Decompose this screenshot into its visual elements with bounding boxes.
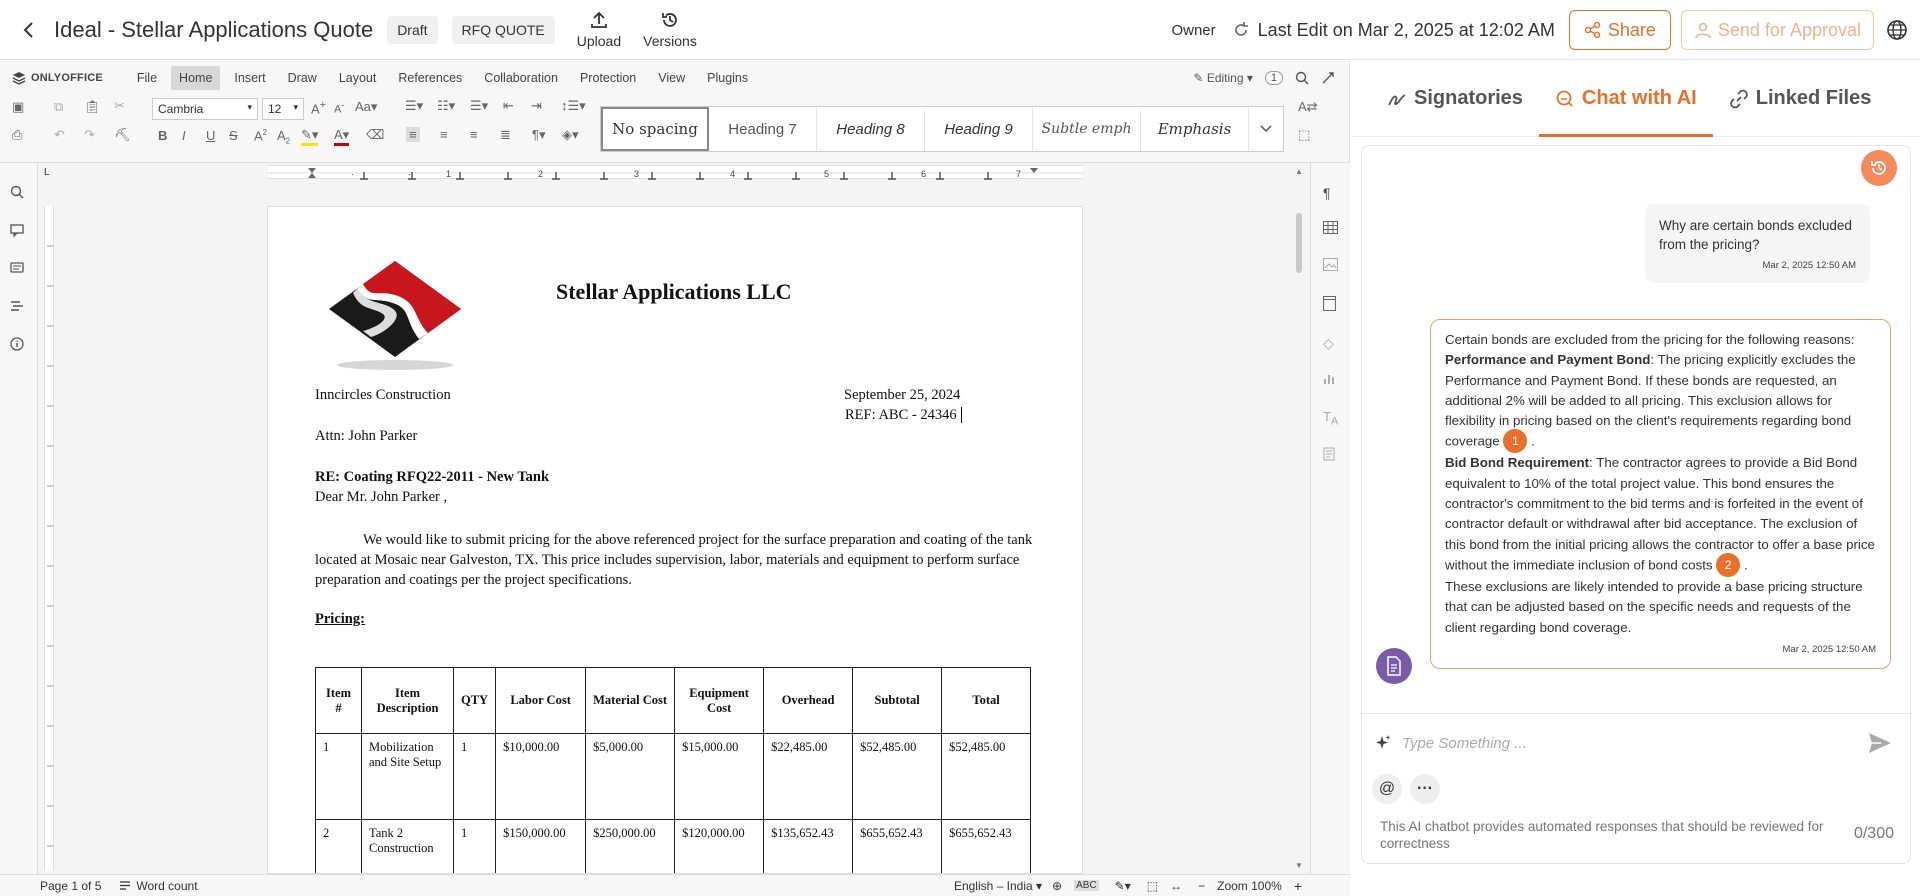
subscript-icon[interactable]: $A_2$ <box>277 128 291 146</box>
history-icon <box>1869 158 1889 178</box>
pricing-heading: Pricing: <box>315 611 365 627</box>
fit-width-icon[interactable]: ↔ <box>1170 878 1183 893</box>
send-icon[interactable] <box>1868 732 1892 754</box>
col-material: Material Cost <box>586 668 675 734</box>
user-icon <box>1694 21 1712 39</box>
menu-plugins[interactable]: Plugins <box>707 71 749 85</box>
image-settings-icon[interactable] <box>1323 258 1338 276</box>
zoom-in-button[interactable]: + <box>1293 877 1302 894</box>
document-icon <box>1385 656 1403 676</box>
table-cell[interactable]: $135,652.43 <box>764 820 853 875</box>
ai-message <box>1430 319 1891 669</box>
vertical-ruler[interactable] <box>44 206 54 871</box>
onlyoffice-logo <box>12 71 103 85</box>
decrease-font-icon[interactable]: A- <box>334 100 345 116</box>
last-edit-text: Last Edit on Mar 2, 2025 at 12:02 AM <box>1257 19 1555 40</box>
history-icon <box>660 10 680 30</box>
col-equipment: Equipment Cost <box>675 668 764 734</box>
col-item: Item # <box>316 668 362 734</box>
font-color-icon[interactable]: A▾ <box>334 127 349 146</box>
table-cell[interactable]: $10,000.00 <box>496 734 586 820</box>
svg-text:7: 7 <box>1016 169 1022 179</box>
editing-mode-label: Editing <box>1206 71 1244 85</box>
multilevel-list-icon[interactable]: ☰▾ <box>470 98 489 113</box>
paragraph-marks-icon[interactable]: ¶▾ <box>532 127 546 142</box>
table-cell[interactable]: $5,000.00 <box>586 734 675 820</box>
chat-ai-icon <box>1555 89 1575 109</box>
chat-history-button[interactable] <box>1861 150 1897 186</box>
paste-icon[interactable]: 📋︎ <box>84 99 101 114</box>
ai-intro: Certain bonds are excluded from the pricing for the following reasons: <box>1445 332 1855 347</box>
user-message-text: Why are certain bonds excluded from the pricing? <box>1659 218 1852 252</box>
globe-icon[interactable]: ⊕ <box>1052 878 1063 893</box>
page-indicator[interactable]: Page 1 of 5 <box>40 878 102 893</box>
owner-label[interactable]: Owner <box>1171 21 1216 39</box>
word-count-button[interactable]: Word count <box>119 879 197 893</box>
user-message <box>1645 204 1870 283</box>
col-overhead: Overhead <box>764 668 853 734</box>
sparkle-icon <box>1374 734 1392 752</box>
mention-button[interactable]: @ <box>1372 774 1402 804</box>
ai-avatar <box>1376 648 1412 684</box>
attention-line: Attn: John Parker <box>315 428 418 444</box>
menu-protection[interactable]: Protection <box>579 71 637 85</box>
shape-settings-icon[interactable]: ◇ <box>1323 335 1334 351</box>
type-badge: RFQ QUOTE <box>452 16 555 44</box>
format-painter-icon[interactable]: ⛏ <box>114 127 131 142</box>
clear-format-icon[interactable]: ⌫ <box>366 127 385 142</box>
upload-icon <box>589 10 609 30</box>
font-size-select[interactable]: 12 ▾ <box>262 98 304 120</box>
message-timestamp: Mar 2, 2025 12:50 AM <box>1782 643 1876 655</box>
share-icon <box>1584 21 1602 39</box>
message-timestamp: Mar 2, 2025 12:50 AM <box>1762 260 1856 271</box>
pricing-table <box>315 667 1031 874</box>
fit-page-icon[interactable]: ⬚ <box>1146 878 1159 893</box>
character-counter: 0/300 <box>1853 825 1894 842</box>
company-name: Stellar Applications LLC <box>556 279 792 304</box>
ai-point-2: Bid Bond Requirement: The contractor agrees to provide a Bid Bond equivalent to 10% of the total project value. This bond ensures the contractor's commitment to the bid terms and is forfeited in the event of contractor default or withdrawal after bid acceptance. The exclusion of this bond from the initial pricing allows the contractor to offer a base price without the immediate inclusion of bond costs 2 . <box>1445 453 1876 576</box>
reference-number: REF: ABC - 24346 <box>845 407 962 424</box>
highlight-icon[interactable]: ✎▾ <box>301 127 318 146</box>
menu-layout[interactable]: Layout <box>338 71 377 85</box>
paragraph-styles-gallery <box>600 106 1284 152</box>
table-settings-icon[interactable] <box>1323 221 1338 239</box>
table-cell[interactable]: $52,485.00 <box>853 734 942 820</box>
spellcheck-icon[interactable]: ABC <box>1076 880 1097 891</box>
tab-signatories[interactable]: Signatories <box>1371 61 1539 137</box>
navigation-icon[interactable] <box>10 299 24 318</box>
underline-icon[interactable]: U <box>206 128 216 143</box>
table-cell[interactable]: $22,485.00 <box>764 734 853 820</box>
table-cell[interactable]: $655,652.43 <box>942 820 1031 875</box>
copy-icon[interactable]: ⧉ <box>54 99 64 114</box>
style-subtle-emphasis[interactable]: Subtle emph <box>1033 107 1141 151</box>
back-button[interactable] <box>17 19 39 41</box>
ai-disclaimer: This AI chatbot provides automated responses that should be reviewed for correctness <box>1380 819 1824 851</box>
tab-chat-with-ai[interactable]: Chat with AI <box>1539 61 1713 137</box>
word-count-icon <box>119 880 131 891</box>
header-footer-icon[interactable] <box>1323 296 1336 316</box>
numbered-list-icon[interactable]: ☷▾ <box>437 98 456 113</box>
chat-icon[interactable] <box>10 261 24 280</box>
styles-expand-button[interactable] <box>1249 107 1283 151</box>
link-icon <box>1729 89 1749 109</box>
table-cell[interactable]: $150,000.00 <box>496 820 586 875</box>
svg-text:6: 6 <box>921 169 927 179</box>
menu-references[interactable]: References <box>398 71 463 85</box>
style-heading-9[interactable]: Heading 9 <box>925 107 1033 151</box>
superscript-icon[interactable]: $A^2$ <box>254 128 268 144</box>
increase-indent-icon[interactable]: ⇥ <box>531 98 542 113</box>
font-family-select[interactable]: Cambria ▾ <box>152 98 258 120</box>
shading-icon[interactable]: ◈▾ <box>562 127 579 142</box>
bold-icon[interactable]: B <box>158 128 168 143</box>
globe-icon[interactable] <box>1886 19 1908 41</box>
language-select[interactable]: English – India ▾ <box>953 878 1043 893</box>
style-heading-8[interactable]: Heading 8 <box>817 107 925 151</box>
col-qty: QTY <box>454 668 496 734</box>
col-subtotal: Subtotal <box>853 668 942 734</box>
zoom-level[interactable]: Zoom 100% <box>1217 878 1282 893</box>
svg-text:5: 5 <box>824 169 830 179</box>
save-icon[interactable]: ▣ <box>12 99 25 114</box>
search-icon[interactable] <box>10 185 24 204</box>
citation-badge[interactable]: 2 <box>1716 553 1740 577</box>
menu-view[interactable]: View <box>658 71 686 85</box>
info-icon[interactable] <box>10 337 24 356</box>
chat-input[interactable] <box>1402 730 1842 756</box>
chat-input-area <box>1362 713 1910 863</box>
menu-collaboration[interactable]: Collaboration <box>484 71 558 85</box>
style-no-spacing[interactable]: No spacing <box>601 107 709 151</box>
paragraph-settings-icon[interactable]: ¶ <box>1323 185 1331 201</box>
document-page[interactable] <box>267 206 1083 874</box>
svg-text:3: 3 <box>634 169 640 179</box>
col-labor: Labor Cost <box>496 668 586 734</box>
copy-style-icon[interactable]: A⇄ <box>1298 99 1318 114</box>
chart-settings-icon[interactable] <box>1323 371 1337 390</box>
table-cell[interactable]: 1 <box>454 734 496 820</box>
upload-button[interactable] <box>577 10 621 49</box>
table-cell[interactable]: 1 <box>316 734 362 820</box>
justify-icon[interactable]: ≣ <box>500 127 511 142</box>
tab-linked-files[interactable]: Linked Files <box>1713 61 1888 137</box>
table-row <box>316 734 1031 820</box>
menu-draw[interactable]: Draw <box>287 71 317 85</box>
tab-stop-selector[interactable]: L <box>44 167 50 178</box>
scrollbar-up-arrow[interactable]: ▲ <box>1295 167 1303 176</box>
more-options-button[interactable]: ··· <box>1410 774 1440 804</box>
table-cell[interactable]: $250,000.00 <box>586 820 675 875</box>
decrease-indent-icon[interactable]: ⇤ <box>503 98 514 113</box>
letter-date: September 25, 2024 <box>844 387 961 403</box>
approval-label: Send for Approval <box>1717 19 1861 40</box>
col-description: Item Description <box>362 668 454 734</box>
layers-icon <box>12 71 26 85</box>
search-icon[interactable] <box>1295 71 1309 85</box>
company-logo <box>323 257 468 377</box>
cut-icon[interactable]: ✂ <box>114 98 125 113</box>
line-spacing-icon[interactable]: ↕☰▾ <box>561 98 586 113</box>
menu-file[interactable]: File <box>136 71 158 85</box>
comments-icon[interactable] <box>10 223 24 242</box>
editor-status-bar <box>0 874 1350 896</box>
top-header <box>0 0 1920 60</box>
salutation: Dear Mr. John Parker , <box>315 489 448 505</box>
align-right-icon[interactable]: ≡ <box>470 127 478 142</box>
right-sidebar <box>1310 163 1350 874</box>
align-left-icon[interactable]: ≡ <box>406 127 420 142</box>
versions-label: Versions <box>643 33 697 49</box>
left-sidebar <box>0 163 38 874</box>
versions-button[interactable] <box>643 10 697 49</box>
side-panel <box>1351 61 1920 896</box>
brand-label: ONLYOFFICE <box>31 72 103 84</box>
redo-icon[interactable]: ↷ <box>84 127 95 142</box>
svg-text:1: 1 <box>446 169 452 179</box>
scrollbar-down-arrow[interactable]: ▼ <box>1295 861 1303 870</box>
table-cell[interactable]: $655,652.43 <box>853 820 942 875</box>
share-button[interactable] <box>1569 10 1671 50</box>
align-center-icon[interactable]: ≡ <box>440 127 448 142</box>
chevron-left-icon <box>22 21 34 39</box>
ai-outro: These exclusions are likely intended to provide a base pricing structure that can be adjusted based on the specific needs and requests of the client regarding bond coverage. <box>1445 578 1863 635</box>
upload-label: Upload <box>576 33 622 49</box>
increase-font-icon[interactable]: A+ <box>311 99 326 117</box>
select-all-icon[interactable]: ⬚ <box>1298 127 1311 142</box>
collapse-icon[interactable] <box>1321 71 1335 85</box>
svg-text:4: 4 <box>730 169 736 179</box>
recipient-company: Inncircles Construction <box>315 387 451 403</box>
citation-badge[interactable]: 1 <box>1503 429 1527 453</box>
table-row <box>316 820 1031 875</box>
col-total: Total <box>942 668 1031 734</box>
share-label: Share <box>1607 19 1656 40</box>
signature-icon <box>1387 89 1407 109</box>
track-changes-icon[interactable]: ✎▾ <box>1114 878 1131 893</box>
table-cell[interactable]: 1 <box>454 820 496 875</box>
document-title: Ideal - Stellar Applications Quote <box>54 16 374 42</box>
send-for-approval-button[interactable] <box>1681 10 1874 50</box>
menu-insert[interactable]: Insert <box>234 71 266 85</box>
horizontal-ruler[interactable] <box>268 165 1083 179</box>
svg-text:2: 2 <box>538 169 544 179</box>
editing-mode[interactable]: ✎ Editing ▾ <box>1193 71 1253 85</box>
bullet-list-icon[interactable]: ☰▾ <box>405 98 424 113</box>
panel-tabs <box>1351 61 1920 137</box>
svg-text:·: · <box>351 169 354 179</box>
table-cell[interactable]: Tank 2 Construction <box>362 820 454 875</box>
table-cell[interactable]: $120,000.00 <box>675 820 764 875</box>
ai-point-1: Performance and Payment Bond: The pricing explicitly excludes the Performance and Payment Bond. If these bonds are requested, an additional 2% will be added to all pricing. This exclusion allows for flexibility in pricing based on the client's requirements regarding bond coverage 1 . <box>1445 350 1876 453</box>
style-heading-7[interactable]: Heading 7 <box>709 107 817 151</box>
change-case-icon[interactable]: Aa▾ <box>355 99 378 114</box>
chat-container <box>1361 145 1911 864</box>
mail-merge-icon[interactable] <box>1323 447 1337 466</box>
svg-text:·: · <box>408 169 411 179</box>
refresh-icon[interactable] <box>1232 21 1250 39</box>
chevron-down-icon <box>1260 125 1272 133</box>
style-emphasis[interactable]: Emphasis <box>1141 107 1249 151</box>
menu-home[interactable]: Home <box>171 66 220 90</box>
print-icon[interactable]: ⎙ <box>12 127 23 142</box>
strikethrough-icon[interactable]: S <box>229 128 238 143</box>
editor-menubar <box>0 61 1349 95</box>
table-cell[interactable]: Mobilization and Site Setup <box>362 734 454 820</box>
table-cell[interactable]: $15,000.00 <box>675 734 764 820</box>
text-cursor <box>961 407 962 423</box>
vertical-scrollbar[interactable] <box>1293 163 1305 874</box>
scrollbar-thumb[interactable] <box>1296 213 1302 273</box>
text-art-icon[interactable]: $T_A$ <box>1323 409 1339 428</box>
table-header-row <box>316 668 1031 734</box>
table-cell[interactable]: $52,485.00 <box>942 734 1031 820</box>
zoom-out-button[interactable]: − <box>1198 878 1206 893</box>
status-badge: Draft <box>387 16 437 44</box>
table-cell[interactable]: 2 <box>316 820 362 875</box>
body-paragraph: We would like to submit pricing for the above referenced project for the surface preparation and coating of the tank located at Mosaic near Galveston, TX. This price includes supervision, labor, materials and equipment to perform surface preparation and coatings per the project specifications. <box>315 532 1033 588</box>
editor-toolbar <box>0 95 1349 163</box>
undo-icon[interactable]: ↶ <box>54 127 65 142</box>
subject-line: RE: Coating RFQ22-2011 - New Tank <box>315 469 550 485</box>
users-icon[interactable]: 1 <box>1265 71 1283 85</box>
document-editor <box>0 61 1350 896</box>
italic-icon[interactable]: I <box>182 128 186 143</box>
